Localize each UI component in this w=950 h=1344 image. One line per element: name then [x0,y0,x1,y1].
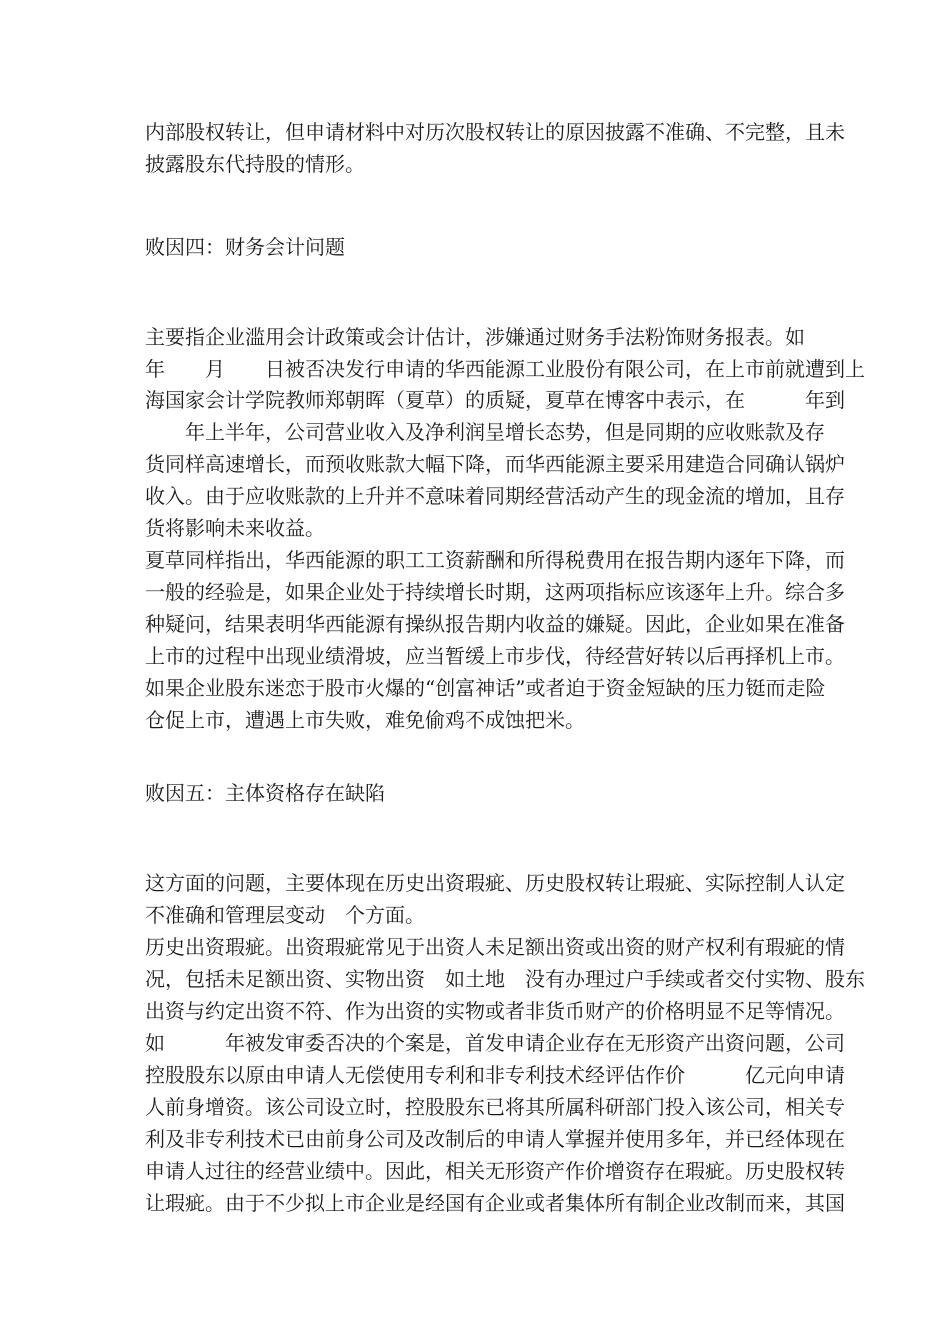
paragraph-line: 夏草同样指出，华西能源的职工工资薪酬和所得税费用在报告期内逐年下降，而 [145,548,845,572]
paragraph-line: 人前身增资。该公司设立时，控股股东已将其所属科研部门投入该公司，相关专 [145,1095,845,1119]
paragraph-line: 种疑问，结果表明华西能源有操纵报告期内收益的嫌疑。因此，企业如果在准备 [145,612,845,636]
paragraph-line: 一般的经验是，如果企业处于持续增长时期，这两项指标应该逐年上升。综合多 [145,580,845,604]
paragraph-line: 这方面的问题，主要体现在历史出资瑕疵、历史股权转让瑕疵、实际控制人认定 [145,871,845,895]
paragraph-line: 如 年被发审委否决的个案是，首发申请企业存在无形资产出资问题，公司 [145,1031,845,1055]
paragraph-line: 披露股东代持股的情形。 [145,152,365,176]
paragraph-line: 主要指企业滥用会计政策或会计估计，涉嫌通过财务手法粉饰财务报表。如 [145,325,805,349]
paragraph-line: 货同样高速增长，而预收账款大幅下降，而华西能源主要采用建造合同确认锅炉 [145,452,845,476]
paragraph-line: 况，包括未足额出资、实物出资 如土地 没有办理过户手续或者交付实物、股东 [145,967,865,991]
paragraph-line: 收入。由于应收账款的上升并不意味着同期经营活动产生的现金流的增加，且存 [145,484,845,508]
paragraph-line: 让瑕疵。由于不少拟上市企业是经国有企业或者集体所有制企业改制而来，其国 [145,1191,845,1215]
paragraph-line: 控股股东以原由申请人无偿使用专利和非专利技术经评估作价 亿元向申请 [145,1063,845,1087]
paragraph-line: 仓促上市，遭遇上市失败，难免偷鸡不成蚀把米。 [145,708,585,732]
paragraph-line: 货将影响未来收益。 [145,516,325,540]
paragraph-line: 年 月 日被否决发行申请的华西能源工业股份有限公司，在上市前就遭到上 [145,357,865,381]
paragraph-line: 利及非专利技术已由前身公司及改制后的申请人掌握并使用多年，并已经体现在 [145,1127,845,1151]
paragraph-line: 内部股权转让，但申请材料中对历次股权转让的原因披露不准确、不完整，且未 [145,120,845,144]
paragraph-line: 上市的过程中出现业绩滑坡，应当暂缓上市步伐，待经营好转以后再择机上市。 [145,644,845,668]
paragraph-line: 不准确和管理层变动 个方面。 [145,903,425,927]
section-heading: 败因四：财务会计问题 [145,235,345,259]
section-heading: 败因五：主体资格存在缺陷 [145,781,385,805]
paragraph-line: 历史出资瑕疵。出资瑕疵常见于出资人未足额出资或出资的财产权利有瑕疵的情 [145,935,845,959]
paragraph-line: 年上半年，公司营业收入及净利润呈增长态势，但是同期的应收账款及存 [145,420,825,444]
paragraph-line: 出资与约定出资不符、作为出资的实物或者非货币财产的价格明显不足等情况。 [145,999,845,1023]
paragraph-line: 如果企业股东迷恋于股市火爆的“创富神话”或者迫于资金短缺的压力铤而走险 [145,676,826,700]
paragraph-line: 海国家会计学院教师郑朝晖（夏草）的质疑，夏草在博客中表示，在 年到 [145,388,845,412]
paragraph-line: 申请人过往的经营业绩中。因此，相关无形资产作价增资存在瑕疵。历史股权转 [145,1159,845,1183]
